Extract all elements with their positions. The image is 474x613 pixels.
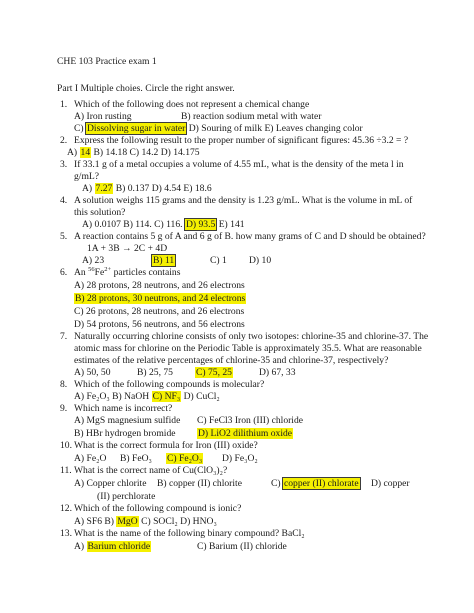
q2-options [67, 147, 200, 159]
q13-option-a: A) Barium chloride [74, 541, 151, 552]
q12-option-b-highlighted: MgO [117, 516, 138, 527]
q1-option-b: B) reaction sodium metal with water [181, 111, 322, 122]
q10-option-d: D) Fe₃O₂ [222, 453, 258, 464]
q5-option-b-highlighted: B) 11 [153, 255, 175, 266]
q11-option-a: A) Copper chlorite [74, 478, 147, 489]
q8-option-a: A) Fe₂O₃ [74, 391, 110, 402]
question-text-post: particles contains [113, 267, 181, 278]
question-number: 4. [60, 195, 68, 206]
question-text: Express the following result to the proper number of significant figures: 45.36 ÷3.2 = ? [74, 135, 409, 146]
q3-option-a-label: A) [82, 183, 93, 194]
q11-option-d-cont: (II) perchlorate [97, 491, 156, 502]
question-number: 11. [60, 465, 72, 476]
question-7 [60, 331, 428, 343]
q5-equation: 1A + 3B → 2C + 4D [87, 243, 168, 254]
question-text: Which of the following does not represent a chemical change [74, 99, 310, 110]
q9-option-d-highlighted: D) LiO2 dilithium oxide [198, 428, 293, 439]
question-text-pre: An [74, 267, 86, 278]
q7-option-b: B) 25, 75 [137, 367, 173, 378]
question-number: 8. [60, 379, 68, 390]
question-number: 10. [60, 440, 72, 451]
q12-option-b-label: B) [104, 516, 114, 527]
question-text: What is the correct formula for Iron (III) oxide? [74, 440, 258, 451]
question-10 [60, 440, 258, 452]
question-11 [60, 465, 227, 477]
q10-option-a: A) Fe₂O [74, 453, 107, 464]
mass-number: 56 [88, 265, 95, 273]
q1-option-a: A) Iron rusting [74, 111, 132, 122]
q11-option-b: B) copper (II) chlorite [157, 478, 242, 489]
q4-options [82, 219, 245, 231]
q4-option-d-highlighted: D) 93.5 [185, 219, 216, 230]
q8-options [74, 391, 220, 403]
question-number: 13. [60, 528, 72, 539]
q9-option-c: C) FeCl3 Iron (III) chloride [197, 415, 304, 426]
question-number: 1. [60, 99, 68, 110]
q2-options-rest: B) 14.18 C) 14.2 D) 14.175 [93, 147, 200, 158]
q1-options-row2 [74, 123, 363, 135]
q12-option-a: A) SF6 [74, 516, 102, 527]
question-number: 5. [60, 231, 68, 242]
question-1 [60, 99, 309, 111]
question-text: Naturally occurring chlorine consists of only two isotopes: chlorine-35 and chlorine-37. The [74, 331, 429, 342]
q3-text-cont: g/mL? [74, 171, 100, 182]
q8-option-b: B) NaOH [112, 391, 150, 402]
q6-option-d: D) 54 protons, 56 neutrons, and 56 electrons [74, 319, 245, 330]
question-number: 7. [60, 331, 68, 342]
q10-option-c-highlighted: C) Fe₂O₃ [167, 453, 203, 464]
question-9 [60, 403, 172, 415]
question-text: What is the correct name of Cu(ClO₃)₂? [74, 465, 228, 476]
question-number: 3. [60, 159, 68, 170]
question-8 [60, 379, 264, 391]
question-13 [60, 528, 305, 540]
q8-option-d: D) CuCl₂ [183, 391, 220, 402]
q4-text-cont: this solution? [74, 207, 126, 218]
part-heading: Part I Multiple choies. Circle the right answer. [57, 83, 235, 94]
q11-option-c-highlighted: copper (II) chlorate [284, 478, 359, 489]
question-6 [60, 267, 180, 279]
q11-option-c: C) copper (II) chlorate [271, 478, 359, 489]
q1-option-d: D) Souring of milk [188, 123, 263, 134]
exam-title: CHE 103 Practice exam 1 [57, 56, 157, 67]
question-5 [60, 231, 426, 243]
q6-option-a: A) 28 protons, 28 neutrons, and 26 electrons [74, 280, 245, 291]
question-number: 6. [60, 267, 68, 278]
q8-option-c-highlighted: C) NF₃ [152, 391, 181, 402]
q13-option-a-highlighted: Barium chloride [87, 541, 151, 552]
q6-option-c: C) 26 protons, 28 neutrons, and 26 electrons [74, 306, 245, 317]
q4-option-e: E) 141 [218, 219, 245, 230]
q12-options [74, 516, 217, 528]
question-4 [60, 195, 412, 207]
question-number: 9. [60, 403, 68, 414]
question-number: 12. [60, 503, 72, 514]
q9-option-a: A) MgS magnesium sulfide [74, 415, 181, 426]
question-3 [60, 159, 404, 171]
question-text: Which of the following compounds is molecular? [74, 379, 265, 390]
q12-options-rest: C) SOCl₂ D) HNO₃ [141, 516, 217, 527]
q5-option-d: D) 10 [249, 255, 272, 266]
q13-option-c: C) Barium (II) chloride [197, 541, 287, 552]
q6-option-b-highlighted: B) 28 protons, 30 neutrons, and 24 electrons [75, 293, 246, 304]
question-text: What is the name of the following binary compound? BaCl₂ [74, 528, 305, 539]
ion-symbol: Fe [94, 267, 105, 278]
q1-option-c-highlighted: Dissolving sugar in water [87, 123, 186, 134]
q3-options [82, 183, 212, 195]
q5-option-a: A) 23 [82, 255, 105, 266]
q4-options-pre: A) 0.0107 B) 114. C) 116. [82, 219, 183, 230]
question-text: Which of the following compound is ionic? [74, 503, 242, 514]
q7-option-a: A) 50, 50 [74, 367, 111, 378]
question-number: 2. [60, 135, 68, 146]
q3-option-a-highlighted: 7.27 [95, 183, 113, 194]
q7-text-cont-2: estimates of the relative percentages of chlorine-35 and chlorine-37, respectively? [74, 355, 389, 366]
question-2 [60, 135, 408, 147]
q7-text-cont-1: atomic mass for chlorine on the Periodic Table is approximately 35.5. What are reasonable [74, 343, 422, 354]
q5-option-c: C) 1 [210, 255, 227, 266]
q10-option-b: B) FeO₃ [120, 453, 152, 464]
q2-option-a-highlighted: 14 [80, 147, 91, 158]
q11-option-d: D) copper [371, 478, 410, 489]
ion-charge: 2+ [104, 265, 112, 273]
q7-option-c-highlighted: C) 75, 25 [196, 367, 232, 378]
q1-option-e: E) Leaves changing color [264, 123, 363, 134]
question-12 [60, 503, 241, 515]
q7-option-d: D) 67, 33 [259, 367, 296, 378]
question-text: A solution weighs 115 grams and the density is 1.23 g/mL. What is the volume in mL of [74, 195, 413, 206]
q1-option-c-label: C) [74, 123, 84, 134]
q2-option-a-label: A) [67, 147, 78, 158]
question-text: If 33.1 g of a metal occupies a volume of 4.55 mL, what is the density of the meta l in [74, 159, 404, 170]
q3-options-rest: B) 0.137 D) 4.54 E) 18.6 [115, 183, 212, 194]
q9-option-b: B) HBr hydrogen bromide [74, 428, 176, 439]
question-text: Which name is incorrect? [74, 403, 173, 414]
question-text: A reaction contains 5 g of A and 6 g of B. how many grams of C and D should be obtained? [74, 231, 426, 242]
